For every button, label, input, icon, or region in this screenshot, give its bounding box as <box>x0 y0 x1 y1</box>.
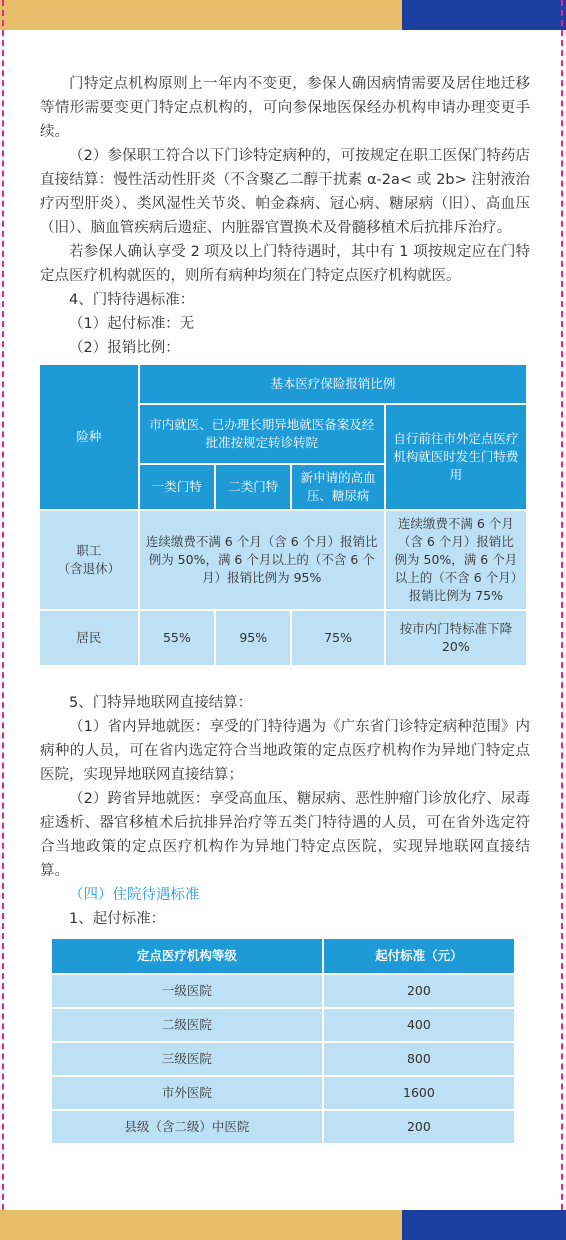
subheader-type1: 一类门特 <box>140 465 214 509</box>
paragraph-in-province: （1）省内异地就医：享受的门特待遇为《广东省门诊特定病种范围》内病种的人员，可在省内选定符合当地政策的定点医疗机构作为异地门特定点医院，实现异地联网直接结算； <box>40 719 530 783</box>
row-employee-outside: 连续缴费不满 6 个月（含 6 个月）报销比例为 50%，满 6 个月以上的（不含 6 个月）报销比例为 75% <box>386 511 526 609</box>
row-employee-local: 连续缴费不满 6 个月（含 6 个月）报销比例为 50%，满 6 个月以上的（不含 6 个月）报销比例为 95% <box>140 511 384 609</box>
right-dashed-border <box>561 0 563 1240</box>
subheader-new: 新申请的高血压、糖尿病 <box>292 465 383 509</box>
row-employee-label: 职工 （含退休） <box>40 511 138 609</box>
fee-row-amount: 200 <box>324 1111 514 1143</box>
header-local: 市内就医、已办理长期异地就医备案及经批准按规定转诊转院 <box>140 405 384 463</box>
subheader-type2: 二类门特 <box>216 465 290 509</box>
article-content <box>40 72 530 1145</box>
top-banner-blue <box>402 0 566 30</box>
left-dashed-border <box>2 0 4 1240</box>
fee-header-amount: 起付标准（元） <box>324 939 514 973</box>
fee-row-amount: 1600 <box>324 1077 514 1109</box>
paragraph-multi-items: 若参保人确认享受 2 项及以上门特待遇时，其中有 1 项按规定应在门特定点医疗机构就医的，则所有病种均须在门特定点医疗机构就医。 <box>40 244 530 284</box>
paragraph-cross-province: （2）跨省异地就医：享受高血压、糖尿病、恶性肿瘤门诊放化疗、尿毒症透析、器官移植术后抗排异治疗等五类门特待遇的人员，可在省外选定符合当地政策的定点医疗机构作为异地门特定点医院，实现异地联网直接结算。 <box>40 791 530 879</box>
bottom-banner <box>0 1210 566 1240</box>
heading-fee-standard: 1、起付标准： <box>69 911 166 927</box>
reimbursement-table <box>38 363 528 667</box>
col-insurance-header: 险种 <box>40 365 138 509</box>
paragraph-reimb-ratio: （2）报销比例： <box>69 340 180 356</box>
heading-standard-4: 4、门特待遇标准： <box>69 292 195 308</box>
row-resident-new: 75% <box>292 611 383 665</box>
fee-row-level: 二级医院 <box>52 1009 322 1041</box>
bottom-banner-blue <box>402 1210 566 1240</box>
fee-row-level: 县级（含二级）中医院 <box>52 1111 322 1143</box>
fee-row-level: 市外医院 <box>52 1077 322 1109</box>
row-resident-label: 居民 <box>40 611 138 665</box>
fee-row-level: 一级医院 <box>52 975 322 1007</box>
bottom-banner-gold <box>0 1210 402 1240</box>
deductible-table <box>50 937 516 1145</box>
row-resident-type1: 55% <box>140 611 214 665</box>
header-main: 基本医疗保险报销比例 <box>140 365 526 403</box>
paragraph-change-institution: 门特定点机构原则上一年内不变更，参保人确因病情需要及居住地迁移等情形需要变更门特定点机构的，可向参保地医保经办机构申请办理变更手续。 <box>40 76 530 140</box>
top-banner-gold <box>0 0 402 30</box>
fee-header-level: 定点医疗机构等级 <box>52 939 322 973</box>
heading-remote-settlement: 5、门特异地联网直接结算： <box>69 695 253 711</box>
fee-row-amount: 200 <box>324 975 514 1007</box>
section-title-inpatient: （四）住院待遇标准 <box>69 887 200 903</box>
header-outside: 自行前往市外定点医疗机构就医时发生门特费用 <box>386 405 526 509</box>
fee-row-amount: 400 <box>324 1009 514 1041</box>
fee-row-level: 三级医院 <box>52 1043 322 1075</box>
top-banner <box>0 0 566 30</box>
fee-row-amount: 800 <box>324 1043 514 1075</box>
row-resident-outside: 按市内门特标准下降 20% <box>386 611 526 665</box>
paragraph-deductible: （1）起付标准：无 <box>69 316 195 332</box>
row-resident-type2: 95% <box>216 611 290 665</box>
paragraph-pharmacy-settlement: （2）参保职工符合以下门诊特定病种的，可按规定在职工医保门特药店直接结算：慢性活动性肝炎（不含聚乙二醇干扰素 α-2a< 或 2b> 注射液治疗丙型肝炎）、类风湿性关节炎、帕金森病、冠心病、糖尿病（旧）、高血压（旧）、脑血管疾病后遗症、内脏器官置换术及骨髓移植术后抗排斥治疗。 <box>40 148 530 236</box>
